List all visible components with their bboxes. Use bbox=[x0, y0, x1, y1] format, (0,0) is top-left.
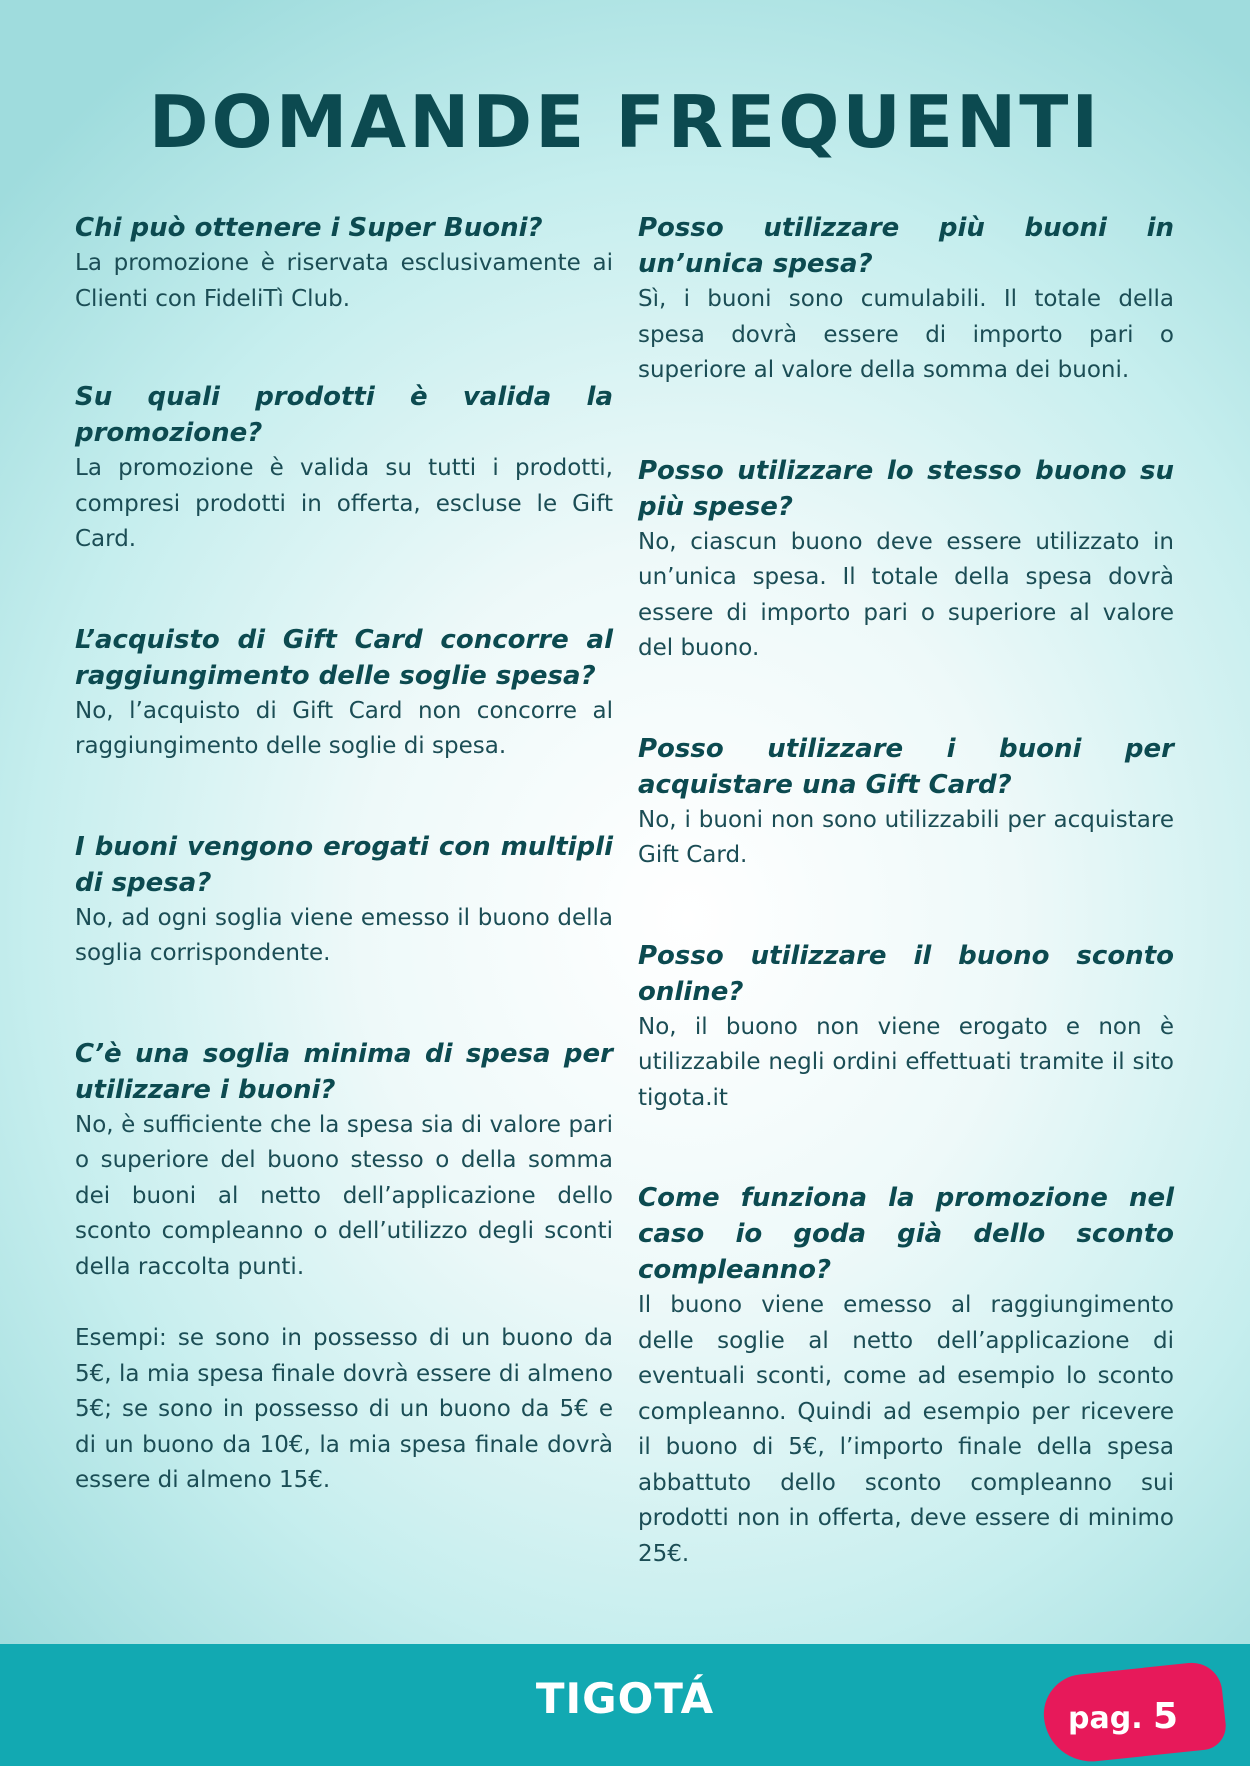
faq-item bbox=[75, 1036, 613, 1499]
faq-item bbox=[75, 210, 613, 317]
faq-answer: No, i buoni non sono utilizzabili per acquistare Gift Card. bbox=[638, 806, 1174, 868]
faq-question: Posso utilizzare lo stesso buono su più spese? bbox=[638, 455, 1174, 522]
faq-item bbox=[638, 938, 1174, 1117]
faq-question: Su quali prodotti è valida la promozione? bbox=[75, 382, 613, 448]
footer-bar bbox=[0, 1644, 1250, 1766]
faq-item bbox=[75, 622, 613, 765]
faq-answer: No, il buono non viene erogato e non è utilizzabile negli ordini effettuati tramite il sito tigota.it bbox=[638, 1013, 1174, 1111]
faq-answer: La promozione è valida su tutti i prodotti, compresi prodotti in offerta, escluse le Gift Card. bbox=[75, 455, 613, 552]
faq-answer: Il buono viene emesso al raggiungimento delle soglie al netto dell’applicazione di eventuali sconti, come ad esempio lo sconto compleanno. Quindi ad esempio per ricevere il buono di 5€, l’importo finale della spesa abbattuto dello sconto compleanno sui prodotti non in offerta, deve essere di minimo 25€. bbox=[638, 1292, 1174, 1567]
faq-answer: La promozione è riservata esclusivamente ai Clienti con FideliTì Club. bbox=[75, 250, 613, 312]
page-title: DOMANDE FREQUENTI bbox=[148, 80, 1102, 164]
faq-column-right bbox=[638, 210, 1174, 1572]
faq-answer: No, l’acquisto di Gift Card non concorre al raggiungimento delle soglie di spesa. bbox=[75, 697, 613, 759]
page-label: pag. bbox=[1068, 1701, 1143, 1736]
faq-answer-examples: Esempi: se sono in possesso di un buono da 5€, la mia spesa finale dovrà essere di almeno 5€; se sono in possesso di un buono da 5€ e di un buono da 10€, la mia spesa finale dovrà essere di almeno 15€. bbox=[75, 1325, 613, 1493]
faq-item bbox=[638, 453, 1174, 667]
faq-question: Posso utilizzare il buono sconto online? bbox=[638, 940, 1174, 1007]
faq-answer: No, ad ogni soglia viene emesso il buono della soglia corrispondente. bbox=[75, 904, 613, 966]
faq-answer: No, ciascun buono deve essere utilizzato in un’unica spesa. Il totale della spesa dovrà essere di importo pari o superiore al valore del buono. bbox=[638, 528, 1174, 661]
faq-item bbox=[638, 1180, 1174, 1572]
faq-answer: No, è sufficiente che la spesa sia di valore pari o superiore del buono stesso o della somma dei buoni al netto dell’applicazione dello sconto compleanno o dell’utilizzo degli sconti della raccolta punti. bbox=[75, 1111, 613, 1280]
page-number-value: 5 bbox=[1153, 1696, 1179, 1737]
faq-question: L’acquisto di Gift Card concorre al raggiungimento delle soglie spesa? bbox=[75, 624, 613, 691]
faq-question: I buoni vengono erogati con multipli di spesa? bbox=[75, 831, 613, 898]
faq-item bbox=[638, 731, 1174, 874]
faq-question: Posso utilizzare i buoni per acquistare una Gift Card? bbox=[638, 733, 1174, 800]
faq-question: C’è una soglia minima di spesa per utilizzare i buoni? bbox=[75, 1038, 613, 1105]
faq-question: Posso utilizzare più buoni in un’unica spesa? bbox=[638, 213, 1174, 279]
faq-question: Chi può ottenere i Super Buoni? bbox=[75, 213, 543, 243]
faq-answer: Sì, i buoni sono cumulabili. Il totale della spesa dovrà essere di importo pari o superiore al valore della somma dei buoni. bbox=[638, 286, 1174, 383]
faq-question: Come funziona la promozione nel caso io goda già dello sconto compleanno? bbox=[638, 1183, 1174, 1285]
faq-item bbox=[638, 210, 1174, 389]
page-number bbox=[1068, 1696, 1178, 1737]
faq-item bbox=[75, 379, 613, 558]
brand-logo: TIGOTÁ bbox=[535, 1674, 715, 1723]
faq-column-left bbox=[75, 210, 613, 1499]
faq-item bbox=[75, 829, 613, 972]
